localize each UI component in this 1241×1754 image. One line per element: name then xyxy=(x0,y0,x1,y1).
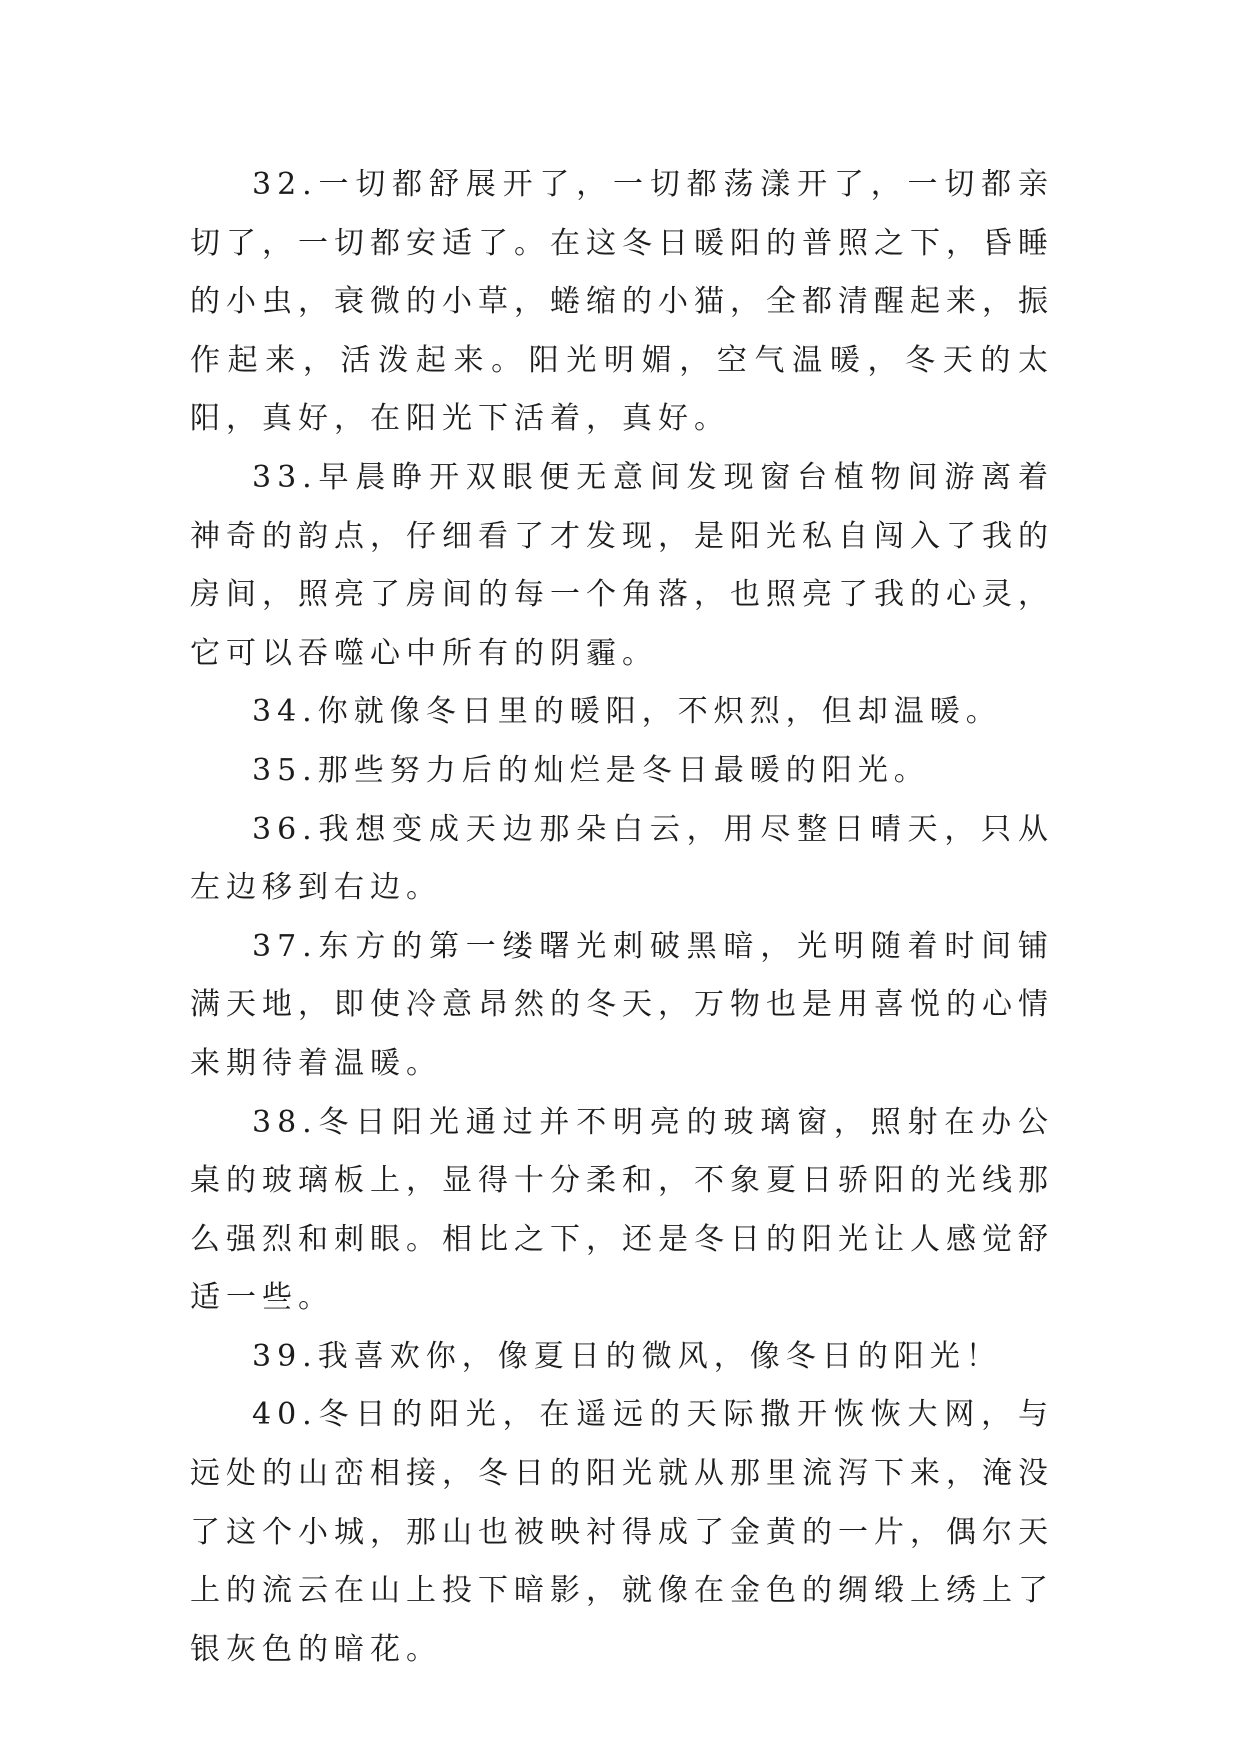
document-body xyxy=(190,156,1054,1679)
paragraph-34: 34.你就像冬日里的暖阳，不炽烈，但却温暖。 xyxy=(252,694,1002,730)
paragraph-37: 37.东方的第一缕曙光刺破黑暗，光明随着时间铺满天地，即使冷意昂然的冬天，万物也是用喜悦的心情来期待着温暖。 xyxy=(190,928,1054,1081)
paragraph-36: 36.我想变成天边那朵白云，用尽整日晴天，只从左边移到右边。 xyxy=(190,811,1054,906)
paragraph-32: 32.一切都舒展开了，一切都荡漾开了，一切都亲切了，一切都安适了。在这冬日暖阳的普照之下，昏睡的小虫，衰微的小草，蜷缩的小猫，全都清醒起来，振作起来，活泼起来。阳光明媚，空气温暖，冬天的太阳，真好，在阳光下活着，真好。 xyxy=(190,167,1054,437)
paragraph-38: 38.冬日阳光通过并不明亮的玻璃窗，照射在办公桌的玻璃板上，显得十分柔和，不象夏日骄阳的光线那么强烈和刺眼。相比之下，还是冬日的阳光让人感觉舒适一些。 xyxy=(190,1104,1054,1316)
paragraph-33: 33.早晨睁开双眼便无意间发现窗台植物间游离着神奇的韵点，仔细看了才发现，是阳光私自闯入了我的房间，照亮了房间的每一个角落，也照亮了我的心灵，它可以吞噬心中所有的阴霾。 xyxy=(190,459,1054,671)
paragraph-40: 40.冬日的阳光，在遥远的天际撒开恢恢大网，与远处的山峦相接，冬日的阳光就从那里流泻下来，淹没了这个小城，那山也被映衬得成了金黄的一片，偶尔天上的流云在山上投下暗影，就像在金色的绸缎上绣上了银灰色的暗花。 xyxy=(190,1397,1054,1667)
paragraph-39: 39.我喜欢你，像夏日的微风，像冬日的阳光！ xyxy=(252,1338,1002,1374)
paragraph-35: 35.那些努力后的灿烂是冬日最暖的阳光。 xyxy=(252,752,930,788)
